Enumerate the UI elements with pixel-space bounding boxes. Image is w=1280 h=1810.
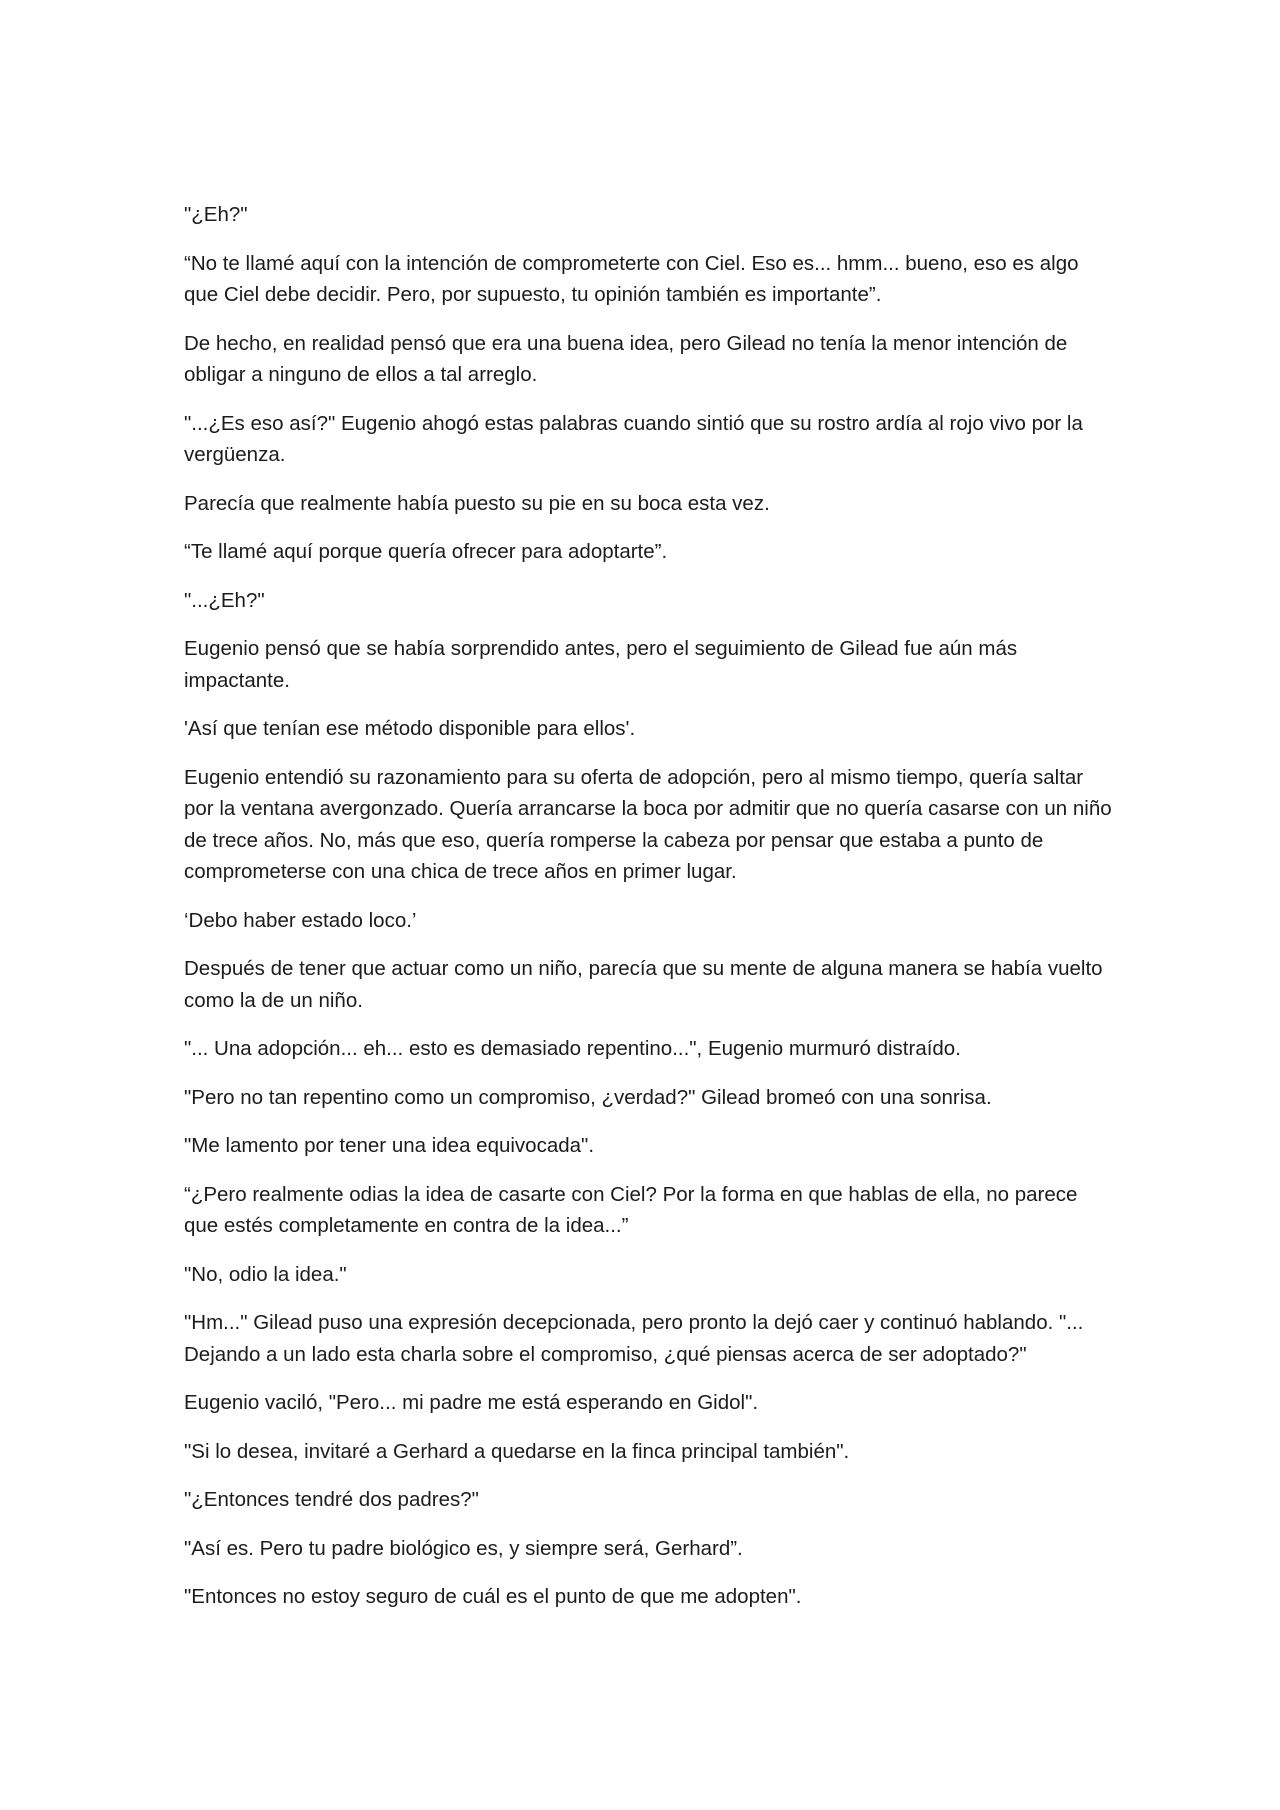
paragraph: Parecía que realmente había puesto su pie en su boca esta vez. (184, 491, 770, 515)
paragraph: Eugenio entendió su razonamiento para su oferta de adopción, pero al mismo tiempo, quería saltar por la ventana avergonzado. Quería arrancarse la boca por admitir que no quería casarse con un niño de trece años. No, más que eso, quería romperse la cabeza por pensar que estaba a punto de comprometerse con una chica de trece años en primer lugar. (184, 765, 1112, 883)
paragraph: "No, odio la idea." (184, 1262, 347, 1286)
paragraph: "Me lamento por tener una idea equivocada". (184, 1134, 595, 1157)
paragraph: "Entonces no estoy seguro de cuál es el punto de que me adopten". (184, 1585, 802, 1608)
paragraph: Después de tener que actuar como un niño, parecía que su mente de alguna manera se había vuelto como la de un niño. (184, 957, 1103, 1012)
paragraph: 'Así que tenían ese método disponible para ellos'. (184, 717, 636, 740)
paragraph: “¿Pero realmente odias la idea de casarte con Ciel? Por la forma en que hablas de ella, no parece que estés completamente en contra de la idea...” (184, 1182, 1078, 1237)
paragraph: "...¿Es eso así?" Eugenio ahogó estas palabras cuando sintió que su rostro ardía al rojo vivo por la vergüenza. (184, 411, 1083, 466)
paragraph: ‘Debo haber estado loco.’ (184, 908, 417, 932)
paragraph: "Así es. Pero tu padre biológico es, y siempre será, Gerhard”. (184, 1536, 743, 1560)
paragraph: "¿Entonces tendré dos padres?" (184, 1488, 479, 1511)
paragraph: Eugenio vaciló, "Pero... mi padre me está esperando en Gidol". (184, 1391, 759, 1414)
paragraph: "... Una adopción... eh... esto es demasiado repentino...", Eugenio murmuró distraído. (184, 1037, 961, 1060)
paragraph: "¿Eh?" (184, 203, 248, 226)
paragraph: "Pero no tan repentino como un compromiso, ¿verdad?" Gilead bromeó con una sonrisa. (184, 1085, 992, 1109)
paragraph: De hecho, en realidad pensó que era una buena idea, pero Gilead no tenía la menor intención de obligar a ninguno de ellos a tal arreglo. (184, 331, 1068, 386)
paragraph: "Hm..." Gilead puso una expresión decepcionada, pero pronto la dejó caer y continuó hablando. "... Dejando a un lado esta charla sobre el compromiso, ¿qué piensas acerca de ser adoptado?" (184, 1311, 1084, 1366)
paragraph: “Te llamé aquí porque quería ofrecer para adoptarte”. (184, 540, 668, 563)
paragraph: "Si lo desea, invitaré a Gerhard a quedarse en la finca principal también". (184, 1439, 850, 1463)
document-body (184, 199, 1114, 1630)
paragraph: "...¿Eh?" (184, 588, 265, 612)
paragraph: “No te llamé aquí con la intención de comprometerte con Ciel. Eso es... hmm... bueno, eso es algo que Ciel debe decidir. Pero, por supuesto, tu opinión también es importante”. (184, 251, 1079, 306)
paragraph: Eugenio pensó que se había sorprendido antes, pero el seguimiento de Gilead fue aún más impactante. (184, 637, 1018, 692)
